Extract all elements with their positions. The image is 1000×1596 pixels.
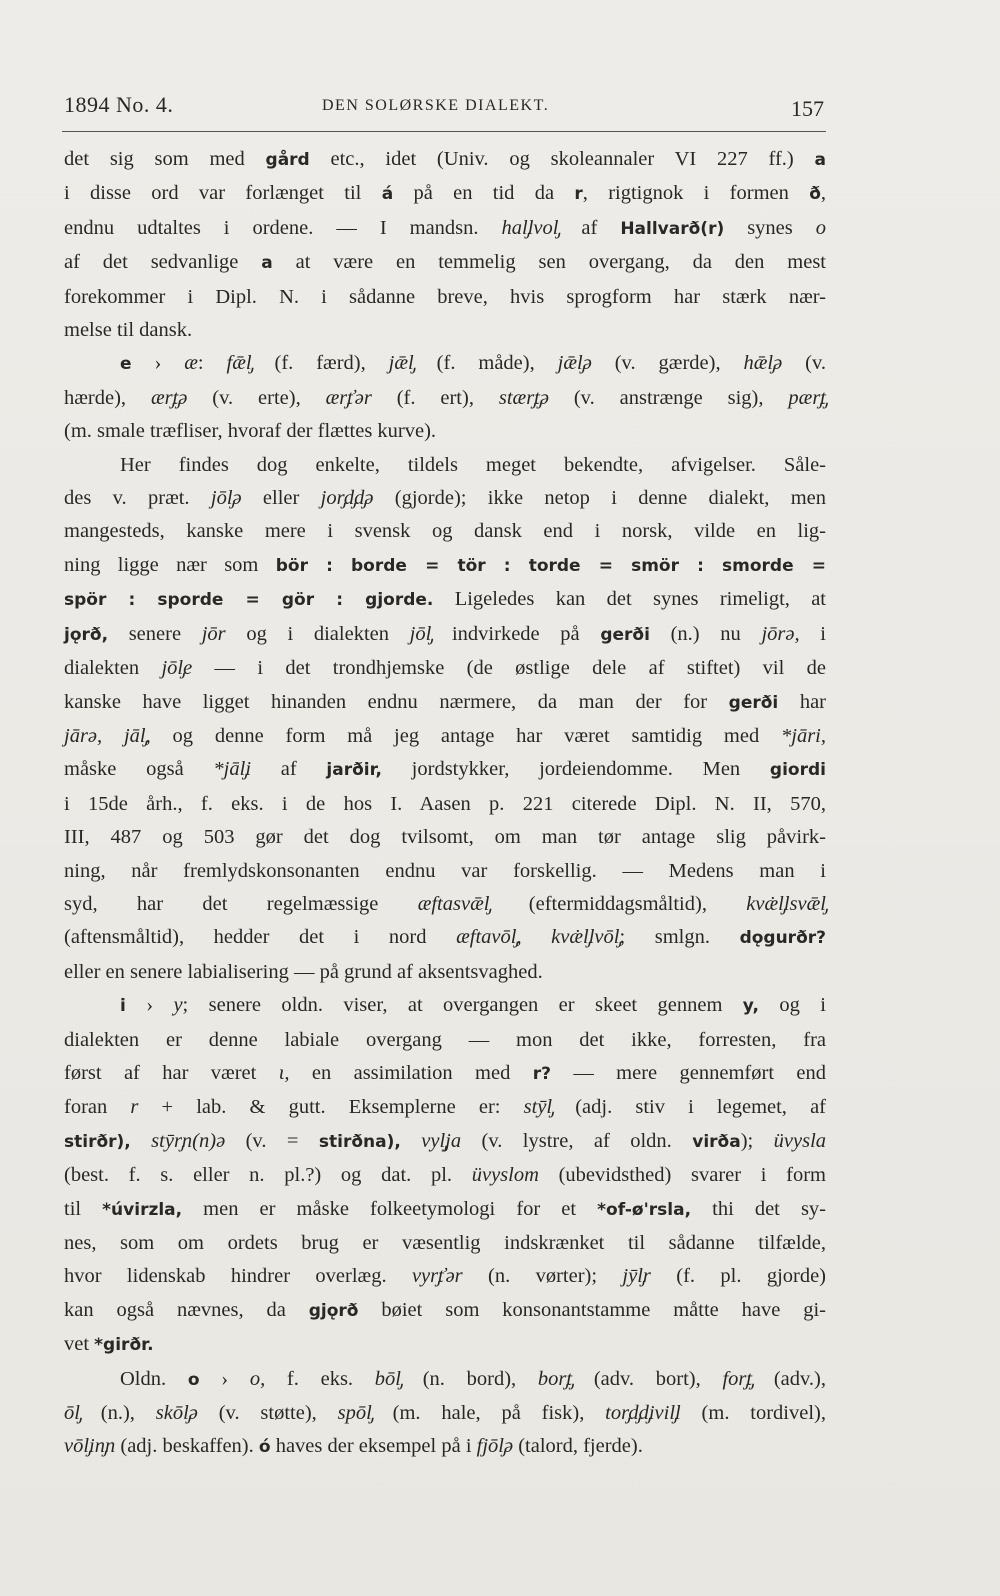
text-span: ; senere oldn. viser, at overgangen er skeet gennem [182, 994, 743, 1017]
text-span: og i dialekten [225, 622, 410, 645]
text-span: og denne form må jeg antage har været samtidig med [150, 724, 781, 747]
text-span: til [64, 1197, 103, 1220]
text-span: af [251, 758, 327, 781]
bold-word: r? [532, 1063, 551, 1084]
text-span: men er måske folkeetymologi for et [182, 1197, 598, 1220]
italic-word: r [130, 1096, 139, 1119]
italic-word: fǣl̡ [226, 352, 252, 375]
bold-word: y, [742, 996, 760, 1017]
text-line [64, 1057, 826, 1091]
italic-word: spōl̡ [337, 1402, 372, 1425]
text-line [64, 1260, 826, 1293]
text-span: (n. vørter); [462, 1265, 623, 1288]
italic-word: jōl̡e [161, 657, 193, 680]
text-span: senere [108, 622, 202, 645]
text-line [64, 1193, 826, 1227]
text-span: (m. hale, på fisk), [371, 1402, 606, 1425]
text-span: (v. lystre, af oldn. [461, 1129, 693, 1152]
bold-word: gård [265, 150, 310, 170]
text-line [64, 686, 826, 720]
bold-word: giordi [769, 760, 826, 781]
italic-word: stȳl̡ [523, 1096, 553, 1119]
bold-word: gerði [600, 624, 650, 645]
text-span: (adj. stiv i legemet, af [552, 1096, 826, 1119]
italic-word: stȳr̡n(n)ə [151, 1129, 226, 1152]
text-span: i 15de årh., f. eks. i de hos I. Aasen p. 221 citerede Dipl. N. II, 570, [64, 792, 826, 815]
text-span: og i [759, 994, 827, 1017]
text-span: (gjorde); ikke netop i denne dialekt, men [373, 487, 827, 510]
italic-word: bōl̡ [374, 1367, 401, 1390]
text-span: dialekten er denne labiale overgang — mon det ikke, forresten, fra [64, 1028, 826, 1051]
text-span: (talord, fjerde). [513, 1435, 643, 1458]
text-span: (n.), [79, 1402, 156, 1425]
text-span: kanske have ligget hinanden endnu nærmere, da man der for [64, 690, 729, 713]
text-span: endnu udtaltes i ordene. — I mandsn. [64, 216, 502, 239]
text-span: etc., idet (Univ. og skoleannaler VI 227 ff.) [309, 148, 815, 170]
text-span: på en tid da [393, 182, 575, 205]
text-span: Ligeledes kan det synes rimeligt, at [433, 588, 826, 611]
text-span: mangesteds, kanske mere i svensk og dansk end i norsk, vilde en lig- [64, 520, 826, 543]
italic-word: o [815, 216, 826, 239]
italic-word: kvæ̇l̡lsvǣl̡ [746, 892, 826, 915]
text-line [64, 1091, 826, 1124]
text-line [64, 1227, 826, 1260]
italic-word: æftavōl̡, kvæ̇l̡lvōl̡ [456, 926, 620, 949]
text-span: jordstykker, jordeiendomme. Men [381, 758, 770, 781]
text-span: i disse ord var forlænget til [64, 182, 382, 205]
text-span: indvirkede på [431, 622, 601, 645]
text-span: haves der eksempel på i [270, 1435, 477, 1458]
text-span: en assimilation med [289, 1061, 533, 1084]
bold-word: gerði [728, 692, 779, 713]
text-line [64, 515, 826, 548]
text-line [64, 1159, 826, 1192]
text-span: har [778, 690, 826, 713]
text-span: (v. erte), [187, 386, 326, 409]
text-span: dialekten [64, 657, 162, 680]
page-number: 157 [791, 96, 824, 121]
italic-word: æ [184, 352, 198, 375]
text-span: — mere gennemført end [550, 1061, 826, 1084]
text-span: (n.) nu [649, 622, 762, 645]
text-line [64, 314, 826, 347]
bold-word: r [574, 184, 583, 205]
text-span: at være en temmelig sen overgang, da den mest [272, 251, 826, 274]
text-span: af [558, 216, 621, 239]
bold-word: e [120, 354, 132, 375]
text-span: — i det trondhjemske (de østlige dele af stiftet) vil de [192, 657, 826, 680]
bold-word: ð [809, 184, 821, 205]
italic-word: jǣl̡ə [557, 352, 592, 375]
text-span: Her findes dog enkelte, tildels meget bekendte, afvigelser. Såle- [120, 453, 826, 476]
italic-word: ær̡t̡ə [150, 386, 188, 409]
italic-word: jǣl̡ [388, 352, 414, 375]
text-span: vet [64, 1333, 95, 1356]
italic-word: jȳl̡r [622, 1265, 651, 1288]
text-span: (aftensmåltid), hedder det i nord [64, 926, 457, 949]
text-line [64, 989, 826, 1023]
text-span: (ubevidsthed) svarer i form [538, 1164, 827, 1187]
text-line [64, 212, 826, 246]
bold-word: a [814, 150, 827, 170]
italic-word: hal̡lvol̡ [501, 216, 559, 239]
text-span [401, 1130, 421, 1152]
italic-word: jor̡d̡d̡ə [320, 487, 374, 510]
text-line [64, 720, 826, 753]
italic-word: *jāri, [781, 724, 826, 747]
header-title: DEN SOLØRSKE DIALEKT. [322, 97, 550, 114]
text-span: (m. tordivel), [680, 1402, 826, 1425]
text-span: foran [64, 1096, 131, 1119]
italic-word: jārə, jāl̡, [64, 724, 151, 747]
italic-word: hǣl̡ə [743, 352, 783, 375]
bold-word: jǫrð, [64, 624, 109, 645]
italic-word: jōr [201, 622, 226, 645]
text-span: (v. støtte), [197, 1402, 338, 1425]
text-span: i [799, 622, 826, 645]
text-span: syd, har det regelmæssige [64, 892, 418, 915]
italic-word: o, [249, 1367, 266, 1390]
italic-word: jōl̡ [409, 622, 432, 645]
bold-word: *girðr. [94, 1335, 154, 1356]
bold-word: spör : sporde = gör : gjorde. [64, 590, 434, 611]
text-span: (v. anstrænge sig), [548, 386, 789, 409]
text-span: nes, som om ordets brug er væsentlig indskrænket til sådanne tilfælde, [64, 1232, 826, 1254]
text-span: + lab. & gutt. Eksemplerne er: [138, 1096, 524, 1119]
text-span: Oldn. [120, 1367, 188, 1390]
bold-word: o [187, 1369, 200, 1390]
italic-word: pær̡t̡ [788, 386, 827, 409]
text-span: (eftermiddagsmåltid), [489, 892, 747, 915]
text-line [64, 753, 826, 787]
body-text [64, 143, 826, 1465]
text-line [64, 855, 826, 888]
italic-word: tor̡d̡d̡ivil̡l [605, 1402, 681, 1425]
text-span: › [131, 352, 185, 375]
text-span: eller [241, 487, 321, 510]
header-rule [62, 131, 826, 132]
italic-word: skōl̡ə [155, 1402, 198, 1425]
text-span: (v. [782, 352, 827, 375]
bold-word: jarðir, [326, 760, 382, 781]
text-span: ning, når fremlydskonsonanten endnu var forskellig. — Medens man i [64, 859, 826, 882]
bold-word: *of-ø'rsla, [597, 1199, 692, 1220]
bold-word: ó [258, 1437, 271, 1458]
text-span: (v. gærde), [591, 352, 744, 375]
text-line [64, 921, 826, 955]
text-line [64, 347, 826, 381]
text-span: eller en senere labialisering — på grund af aksentsvaghed. [64, 960, 543, 983]
text-span: thi det sy- [691, 1197, 827, 1220]
bold-word: bör : borde = tör : torde = smör : smorde = [275, 555, 827, 576]
text-span: kan også nævnes, da [64, 1298, 309, 1321]
text-line [64, 246, 826, 280]
text-line [64, 382, 826, 415]
italic-word: fjōl̡ə [476, 1435, 514, 1458]
italic-word: üvyslom [471, 1164, 539, 1187]
bold-word: dǫgurðr? [739, 928, 826, 949]
bold-word: stirðr), [64, 1131, 131, 1152]
italic-word: üvysla [773, 1129, 827, 1152]
text-span: ); [740, 1129, 774, 1152]
text-line [64, 956, 826, 989]
text-span [131, 1130, 151, 1152]
text-line [64, 1397, 826, 1430]
italic-word: æftasvǣl̡ [417, 892, 490, 915]
text-span: › [125, 994, 174, 1017]
text-span: (n. bord), [401, 1367, 538, 1390]
text-span: f. eks. [265, 1367, 375, 1390]
bold-word: *úvirzla, [102, 1199, 183, 1220]
text-span: måske også [64, 758, 214, 781]
text-span: (m. smale træfliser, hvoraf der flættes kurve). [64, 420, 437, 443]
text-span: , rigtignok i formen [582, 182, 810, 205]
text-span: ning ligge nær som [64, 553, 276, 576]
text-line [64, 1430, 826, 1464]
text-line [64, 1294, 826, 1328]
text-span: › [199, 1367, 250, 1390]
text-line [64, 1328, 826, 1362]
text-span: , [820, 182, 826, 205]
italic-word: vōl̡in̡n [64, 1435, 116, 1458]
text-line [64, 788, 826, 821]
text-span: (f. pl. gjorde) [650, 1265, 827, 1288]
text-span: hvor lidenskab hindrer overlæg. [64, 1265, 412, 1288]
text-span: (f. ert), [371, 386, 499, 409]
italic-word: jōrə, [761, 622, 800, 645]
text-span: af det sedvanlige [64, 251, 262, 274]
text-span: ; smlgn. [619, 926, 740, 949]
text-span: bøiet som konsonantstamme måtte have gi- [358, 1298, 827, 1321]
bold-word: gjǫrð [308, 1300, 359, 1321]
text-line [64, 449, 826, 482]
text-span: (adv.), [752, 1367, 827, 1390]
text-line [64, 549, 826, 583]
bold-word: stirðna), [318, 1131, 401, 1152]
text-line [64, 652, 826, 685]
text-span: des v. præt. [64, 487, 211, 510]
italic-word: ær̡ťər [325, 386, 372, 409]
text-span: melse til dansk. [64, 319, 193, 342]
text-span: hærde), [64, 386, 151, 409]
italic-word: for̡t̡ [722, 1367, 753, 1390]
bold-word: á [381, 184, 394, 205]
italic-word: jōl̡ə [210, 487, 242, 510]
bold-word: i [120, 996, 126, 1017]
text-line [64, 281, 826, 314]
italic-word: vyr̡ťər [411, 1265, 463, 1288]
italic-word: *jāl̡i [213, 758, 252, 781]
bold-word: virða [692, 1131, 741, 1152]
text-line [64, 888, 826, 921]
italic-word: ōl̡ [64, 1402, 80, 1425]
italic-word: vyl̡ja [421, 1129, 462, 1152]
italic-word: y [173, 994, 183, 1017]
text-line [64, 1024, 826, 1057]
text-span: (f. måde), [413, 352, 558, 375]
text-line [64, 415, 826, 448]
italic-word: ɩ, [278, 1061, 290, 1084]
italic-word: bor̡t̡ [537, 1367, 573, 1390]
text-span: : [197, 352, 227, 375]
text-span: III, 487 og 503 gør det dog tvilsomt, om man tør antage slig påvirk- [64, 826, 826, 849]
text-span: synes [724, 216, 816, 239]
header-year-issue: 1894 No. 4. [64, 92, 174, 117]
text-span: (v. = [225, 1129, 319, 1152]
text-line [64, 618, 826, 652]
text-span: det sig som med [64, 148, 266, 170]
text-line [64, 821, 826, 854]
text-line [64, 1125, 826, 1159]
text-span: (adj. beskaffen). [115, 1435, 259, 1458]
text-line [64, 143, 826, 177]
italic-word: stær̡t̡ə [498, 386, 549, 409]
text-span: (best. f. s. eller n. pl.?) og dat. pl. [64, 1164, 472, 1187]
text-span: forekommer i Dipl. N. i sådanne breve, hvis sprogform har stærk nær- [64, 285, 826, 308]
text-line [64, 482, 826, 515]
text-span: først af har været [64, 1061, 279, 1084]
text-line [64, 1363, 826, 1397]
running-header [64, 92, 824, 132]
text-line [64, 177, 826, 211]
text-span: (f. færd), [251, 352, 389, 375]
bold-word: Hallvarð(r) [620, 218, 725, 239]
text-line [64, 583, 826, 617]
text-span: (adv. bort), [572, 1367, 723, 1390]
bold-word: a [261, 253, 273, 274]
